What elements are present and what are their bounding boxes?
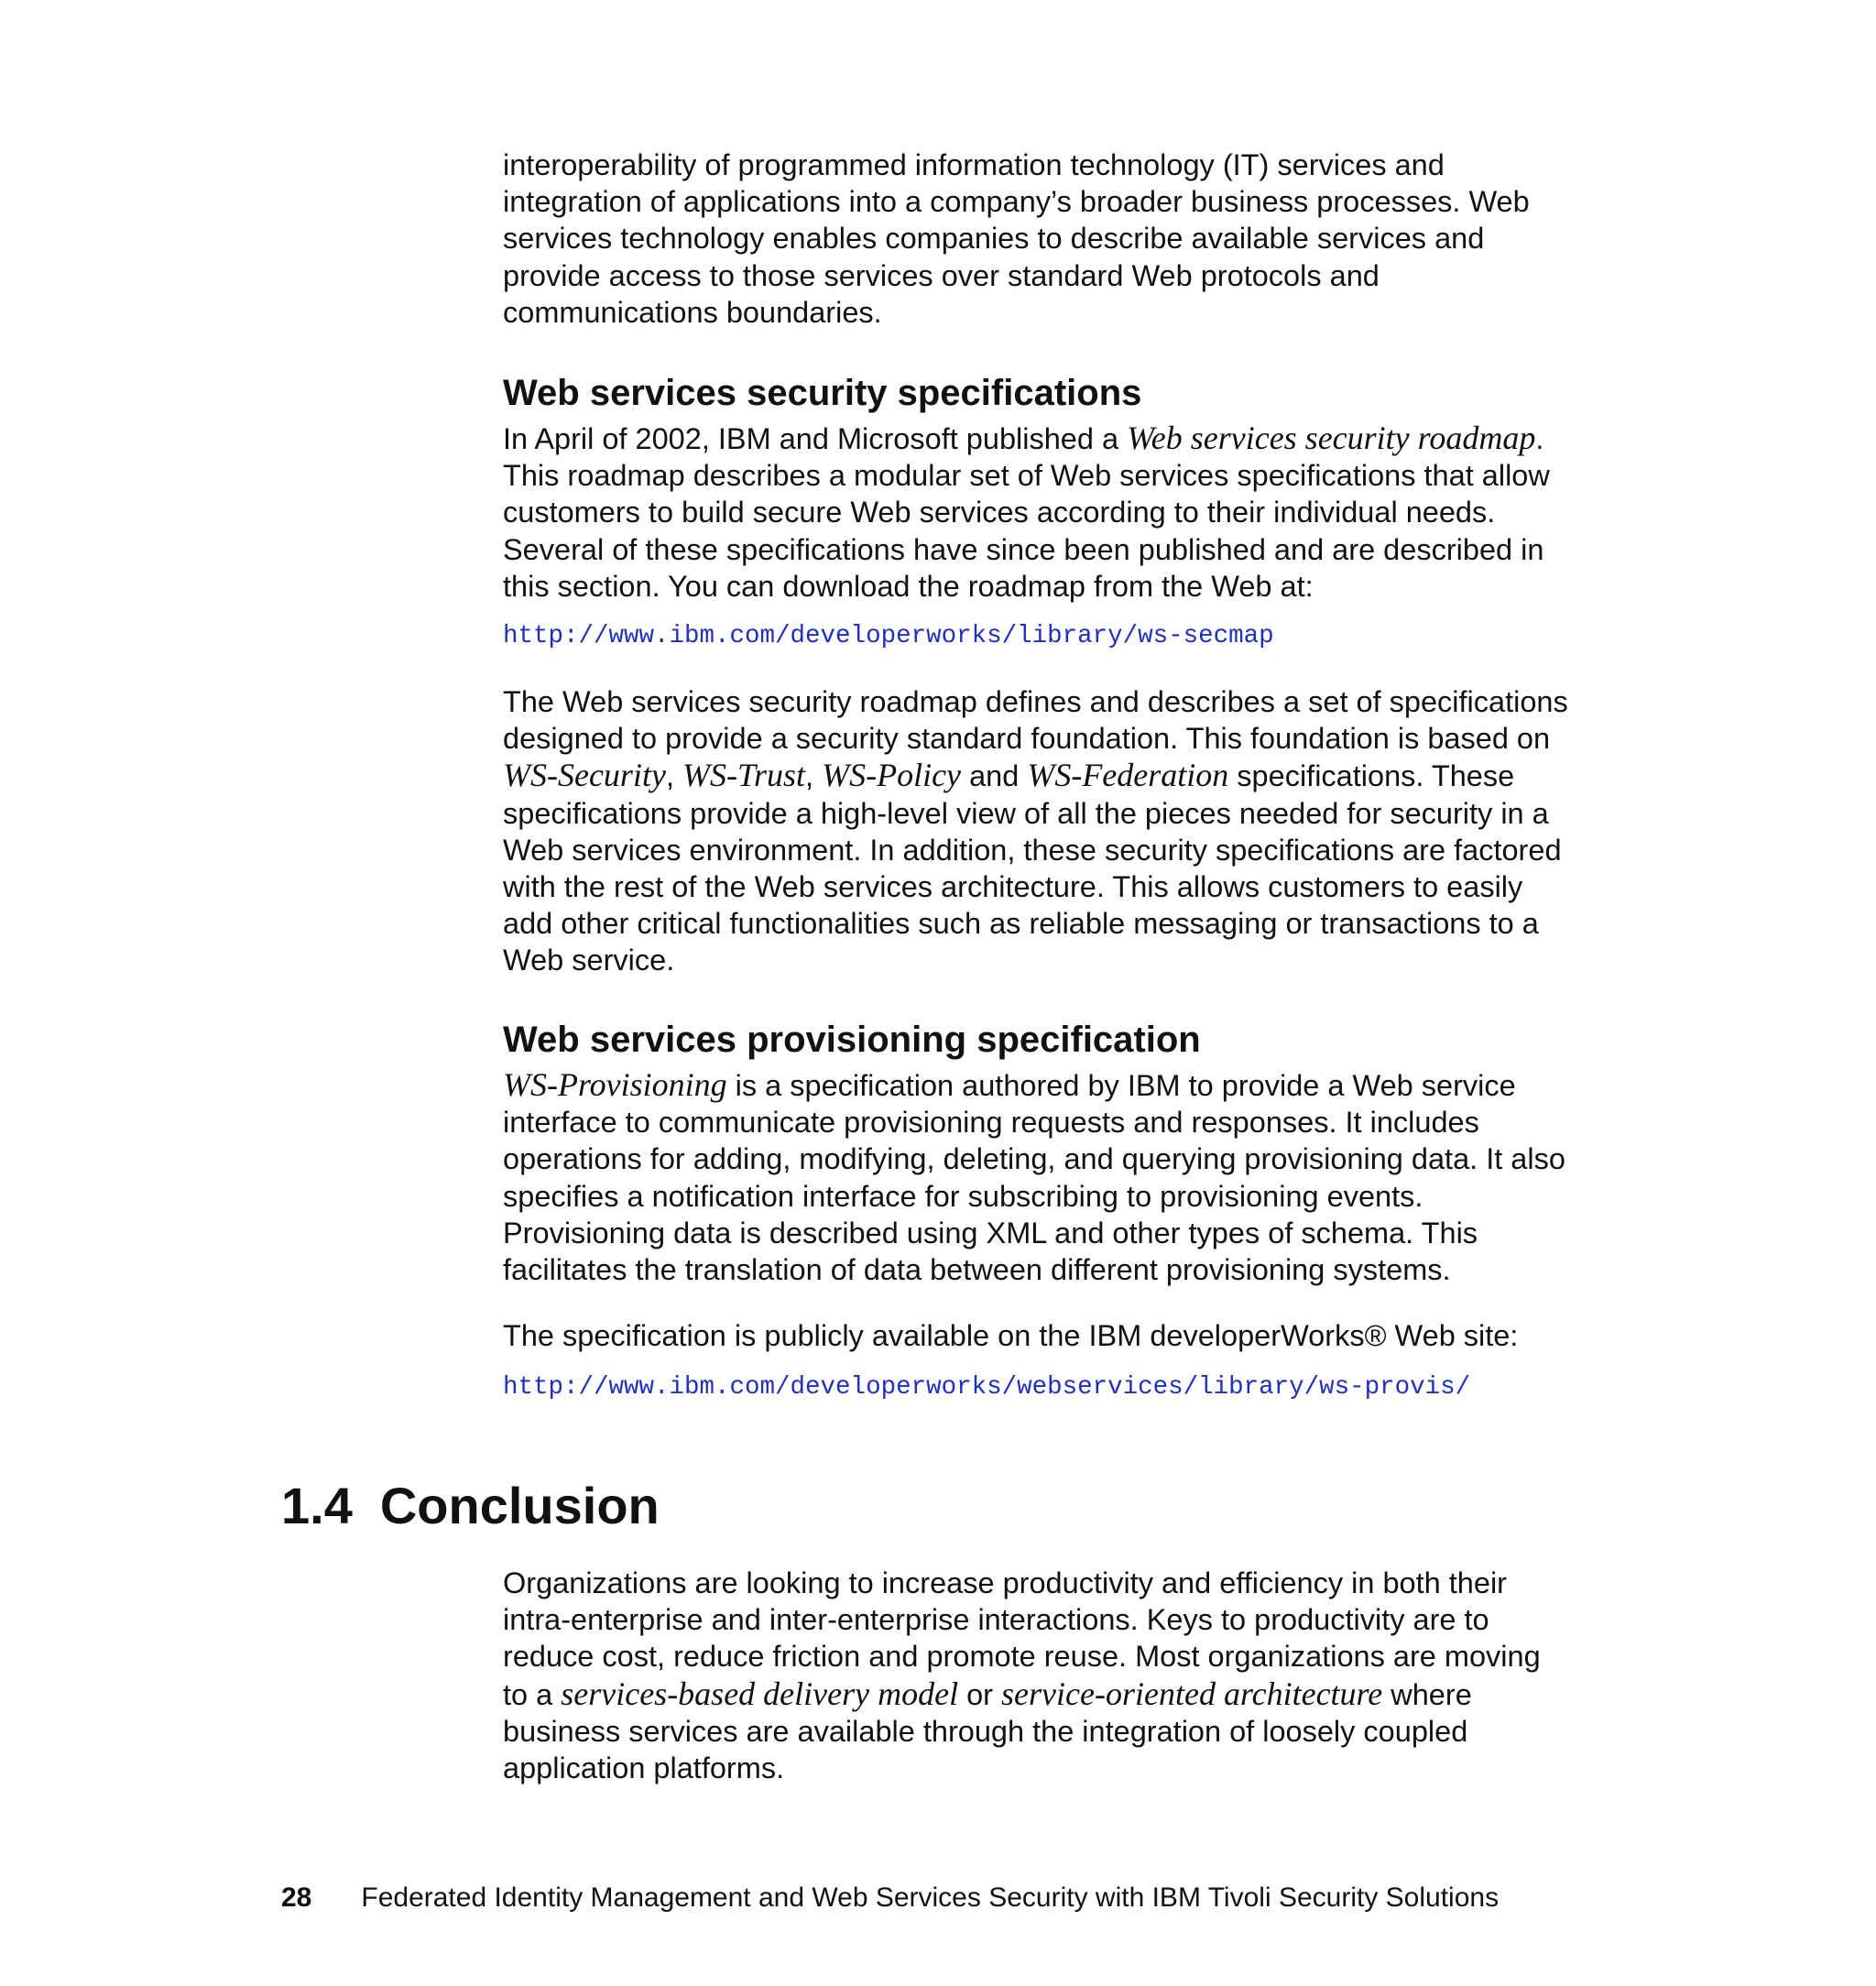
paragraph-line: facilitates the translation of data between different provisioning systems. xyxy=(503,1253,1451,1287)
paragraph-line: specifications provide a high-level view of all the pieces needed for security in a xyxy=(503,796,1549,830)
soa-emphasis: service-oriented architecture xyxy=(1001,1675,1383,1712)
section-number: 1.4 xyxy=(281,1477,353,1534)
text-run: In April of 2002, IBM and Microsoft published a xyxy=(503,422,1128,455)
security-para1-block xyxy=(503,420,1657,605)
text-run: specifications. These xyxy=(1228,759,1515,793)
ws-federation-emphasis: WS-Federation xyxy=(1027,757,1229,794)
text-run: . xyxy=(1535,422,1544,455)
paragraph-line: specifies a notification interface for subscribing to provisioning events. xyxy=(503,1179,1423,1213)
paragraph-line xyxy=(503,1066,1657,1104)
paragraph-line: Provisioning data is described using XML and other types of schema. This xyxy=(503,1216,1478,1249)
provisioning-link[interactable]: http://www.ibm.com/developerworks/webservices/library/ws-provis/ xyxy=(503,1373,1471,1402)
page-number: 28 xyxy=(281,1882,312,1913)
intro-section xyxy=(503,147,1657,331)
text-run: or xyxy=(958,1677,1002,1711)
page-footer xyxy=(281,1880,1499,1916)
intro-line: interoperability of programmed information technology (IT) services and xyxy=(503,148,1445,181)
intro-paragraph xyxy=(503,147,1657,331)
security-heading: Web services security specifications xyxy=(503,373,1142,413)
services-based-emphasis: services-based delivery model xyxy=(561,1675,959,1712)
paragraph-line: add other critical functionalities such as reliable messaging or transactions to a xyxy=(503,907,1539,941)
provisioning-url-block xyxy=(503,1372,1657,1403)
ws-policy-emphasis: WS-Policy xyxy=(822,757,962,794)
paragraph-line: interface to communicate provisioning requests and responses. It includes xyxy=(503,1106,1479,1140)
security-paragraph-1 xyxy=(503,420,1657,605)
intro-line: integration of applications into a company’s broader business processes. Web xyxy=(503,185,1530,219)
provisioning-paragraph-2: The specification is publicly available on the IBM developerWorks® Web site: xyxy=(503,1319,1519,1352)
provisioning-section xyxy=(503,1018,1657,1062)
paragraph-line: reduce cost, reduce friction and promote reuse. Most organizations are moving xyxy=(503,1640,1541,1674)
ws-provisioning-emphasis: WS-Provisioning xyxy=(503,1066,727,1103)
paragraph-line: operations for adding, modifying, deleting, and querying provisioning data. It also xyxy=(503,1142,1565,1176)
provisioning-paragraph-1 xyxy=(503,1066,1657,1288)
text-run: where xyxy=(1382,1677,1472,1711)
paragraph-line: designed to provide a security standard foundation. This foundation is based on xyxy=(503,722,1551,756)
text-run: is a specification authored by IBM to provide a Web service xyxy=(726,1069,1516,1102)
conclusion-paragraph xyxy=(503,1565,1657,1786)
conclusion-heading xyxy=(281,1477,660,1535)
paragraph-line: application platforms. xyxy=(503,1751,785,1785)
ws-trust-emphasis: WS-Trust xyxy=(682,757,806,794)
security-section xyxy=(503,371,1657,415)
intro-line: communications boundaries. xyxy=(503,295,882,329)
text-run: and xyxy=(961,759,1028,793)
conclusion-para-block xyxy=(503,1565,1657,1786)
security-roadmap-link[interactable]: http://www.ibm.com/developerworks/library/ws-secmap xyxy=(503,622,1274,650)
text-run: , xyxy=(665,759,682,793)
paragraph-line: Several of these specifications have since been published and are described in xyxy=(503,532,1544,566)
paragraph-line: Web services environment. In addition, these security specifications are factored xyxy=(503,833,1562,867)
book-title: Federated Identity Management and Web Services Security with IBM Tivoli Security Solutions xyxy=(361,1882,1500,1913)
paragraph-line xyxy=(503,757,1657,794)
paragraph-line: customers to build secure Web services according to their individual needs. xyxy=(503,496,1496,529)
paragraph-line: business services are available through the integration of loosely coupled xyxy=(503,1714,1468,1748)
paragraph-line: Organizations are looking to increase productivity and efficiency in both their xyxy=(503,1566,1507,1599)
security-paragraph-2 xyxy=(503,683,1657,979)
text-run: to a xyxy=(503,1677,562,1711)
paragraph-line: intra-enterprise and inter-enterprise interactions. Keys to productivity are to xyxy=(503,1603,1489,1637)
text-run: , xyxy=(805,759,823,793)
provisioning-heading: Web services provisioning specification xyxy=(503,1020,1201,1060)
paragraph-line xyxy=(503,420,1657,457)
paragraph-line: The Web services security roadmap defines and describes a set of specifications xyxy=(503,685,1568,718)
paragraph-line: this section. You can download the roadmap from the Web at: xyxy=(503,569,1314,603)
security-url-block xyxy=(503,621,1657,652)
security-para2-block xyxy=(503,683,1657,979)
section-title: Conclusion xyxy=(379,1477,660,1534)
paragraph-line xyxy=(503,1675,1657,1713)
intro-line: provide access to those services over standard Web protocols and xyxy=(503,258,1380,292)
roadmap-title-emphasis: Web services security roadmap xyxy=(1127,420,1536,456)
provisioning-para1-block xyxy=(503,1066,1657,1288)
paragraph-line: with the rest of the Web services architecture. This allows customers to easily xyxy=(503,870,1523,904)
provisioning-para2-block xyxy=(503,1317,1657,1354)
paragraph-line: Web service. xyxy=(503,944,675,977)
ws-security-emphasis: WS-Security xyxy=(503,757,666,794)
paragraph-line: This roadmap describes a modular set of Web services specifications that allow xyxy=(503,459,1550,493)
intro-line: services technology enables companies to describe available services and xyxy=(503,222,1485,256)
